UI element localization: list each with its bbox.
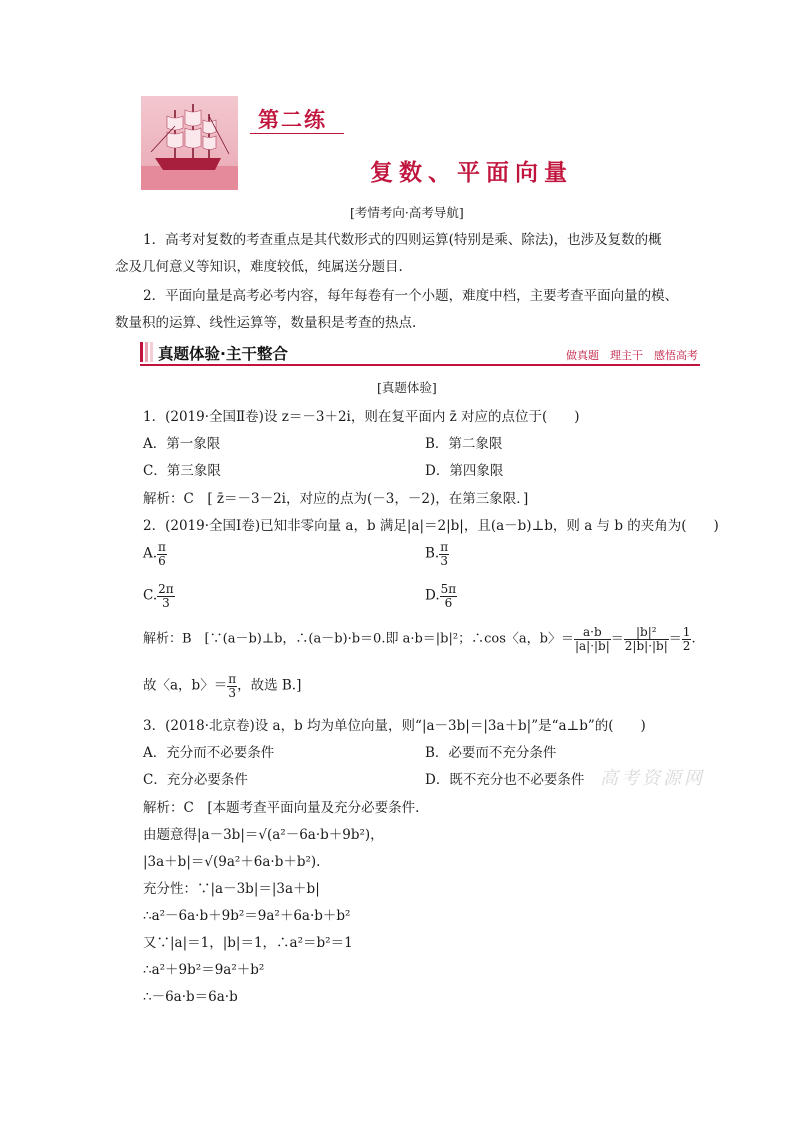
q2-conclusion-fraction <box>227 673 237 699</box>
q3-option-c: C．充分必要条件 <box>143 772 248 788</box>
section-right-text: 做真题 理主干 感悟高考 <box>566 349 698 362</box>
q2-analysis-equals-1: ＝ <box>610 631 624 647</box>
q3-option-b: B．必要而不充分条件 <box>425 745 557 761</box>
q2-conclusion-post: ，故选 B.] <box>237 677 302 694</box>
title-underline <box>250 133 344 134</box>
q2-conclusion-numerator: π <box>228 672 237 686</box>
q1-option-a: A．第一象限 <box>143 436 221 452</box>
q3-line-4: ∴a²－6a·b＋9b²＝9a²＋6a·b＋b² <box>143 908 351 924</box>
q2-option-b-fraction <box>439 541 449 567</box>
q2-option-a-numerator: π <box>158 540 166 554</box>
q1-stem: 1．(2019·全国Ⅱ卷)设 z＝－3＋2i，则在复平面内 z̄ 对应的点位于( ) <box>143 409 580 425</box>
q2-option-d-fraction <box>440 583 458 609</box>
page-title: 复数、平面向量 <box>370 160 573 186</box>
q2-analysis-end: . <box>691 631 696 647</box>
q2-analysis-f2-denominator: 2|b|·|b| <box>624 638 668 653</box>
q2-analysis-f1-denominator: |a|·|b| <box>574 638 610 653</box>
q1-option-c: C．第三象限 <box>143 463 221 479</box>
q3-option-a: A．充分而不必要条件 <box>143 745 275 761</box>
section-title: 真题体验·主干整合 <box>158 345 288 363</box>
guide-p2-line1: 2．平面向量是高考必考内容，每年每卷有一个小题，难度中档，主要考查平面向量的模、 <box>143 288 679 304</box>
q2-analysis-f3-numerator: 1 <box>682 625 691 639</box>
q2-analysis-fraction-2 <box>624 626 669 652</box>
q3-analysis: 解析：C [本题考查平面向量及充分必要条件. <box>143 800 420 816</box>
q2-option-a <box>143 541 167 567</box>
q2-option-b-denominator: 3 <box>440 553 448 568</box>
q3-line-1: 由题意得|a－3b|＝√(a²－6a·b＋9b²)， <box>143 827 384 843</box>
q3-line-3: 充分性：∵|a－3b|＝|3a＋b| <box>143 881 320 897</box>
section-subheading: [真题体验] <box>377 380 437 395</box>
section-bar-marks <box>140 342 154 362</box>
q3-option-d: D．既不充分也不必要条件 <box>425 772 585 788</box>
q2-stem: 2．(2019·全国Ⅰ卷)已知非零向量 a，b 满足|a|＝2|b|，且(a－b)⊥b，则 a 与 b 的夹角为( ) <box>143 518 719 534</box>
q2-option-d-numerator: 5π <box>440 582 457 596</box>
q2-option-b <box>425 541 449 567</box>
guide-p1-line1: 1．高考对复数的考查重点是其代数形式的四则运算(特别是乘、除法)，也涉及复数的概 <box>143 232 662 248</box>
q2-option-d <box>425 583 457 609</box>
ship-image <box>141 96 238 190</box>
q3-line-7: ∴－6a·b＝6a·b <box>143 989 238 1005</box>
q3-line-2: |3a＋b|＝√(9a²＋6a·b＋b²). <box>143 854 321 870</box>
q2-option-a-fraction <box>157 541 167 567</box>
guide-p1-line2: 念及几何意义等知识，难度较低，纯属送分题目. <box>115 259 403 275</box>
q2-option-d-prefix: D. <box>425 587 440 604</box>
section-rule <box>140 364 700 366</box>
q2-option-c-fraction <box>157 583 175 609</box>
q2-option-c-denominator: 3 <box>162 595 170 610</box>
q2-conclusion-pre: 故〈a，b〉＝ <box>143 677 228 694</box>
q2-option-d-denominator: 6 <box>444 595 453 610</box>
q2-option-b-numerator: π <box>440 540 449 554</box>
q2-option-a-denominator: 6 <box>158 553 166 568</box>
q2-option-c-prefix: C. <box>143 587 158 604</box>
q2-option-b-prefix: B. <box>425 545 440 562</box>
q1-option-b: B．第二象限 <box>425 436 503 452</box>
q2-option-c <box>143 583 175 609</box>
watermark: 高考资源网 <box>600 768 705 789</box>
q2-option-c-numerator: 2π <box>158 582 174 596</box>
q3-line-6: ∴a²＋9b²＝9a²＋b² <box>143 962 265 978</box>
q2-conclusion <box>143 673 301 699</box>
q3-stem: 3．(2018·北京卷)设 a，b 均为单位向量，则“|a－3b|＝|3a＋b|”是“a⊥b”的( ) <box>143 718 646 734</box>
q1-option-d: D．第四象限 <box>425 463 504 479</box>
q2-analysis-f2-numerator: |b|² <box>624 626 669 640</box>
q2-conclusion-denominator: 3 <box>228 685 236 700</box>
q2-analysis-fraction-3 <box>682 626 692 652</box>
q2-analysis-f3-denominator: 2 <box>682 638 691 653</box>
q2-analysis-fraction-1 <box>574 626 611 652</box>
guide-p2-line2: 数量积的运算、线性运算等，数量积是考查的热点. <box>115 315 417 331</box>
q2-analysis-f1-numerator: a·b <box>574 626 611 640</box>
guide-heading: [考情考向·高考导航] <box>350 205 464 220</box>
q2-option-a-prefix: A. <box>143 545 158 562</box>
lesson-label: 第二练 <box>258 108 327 132</box>
q2-analysis-equals-2: ＝ <box>668 631 682 647</box>
q2-analysis-text: 解析：B [∵(a－b)⊥b，∴(a－b)·b＝0.即 a·b＝|b|²；∴cos〈a，b〉＝ <box>143 631 574 647</box>
q2-analysis <box>143 626 696 652</box>
q1-analysis: 解析：C [ z̄＝－3－2i，对应的点为(－3，－2)，在第三象限．] <box>143 491 529 507</box>
q3-line-5: 又∵|a|＝1，|b|＝1，∴a²＝b²＝1 <box>143 935 353 951</box>
